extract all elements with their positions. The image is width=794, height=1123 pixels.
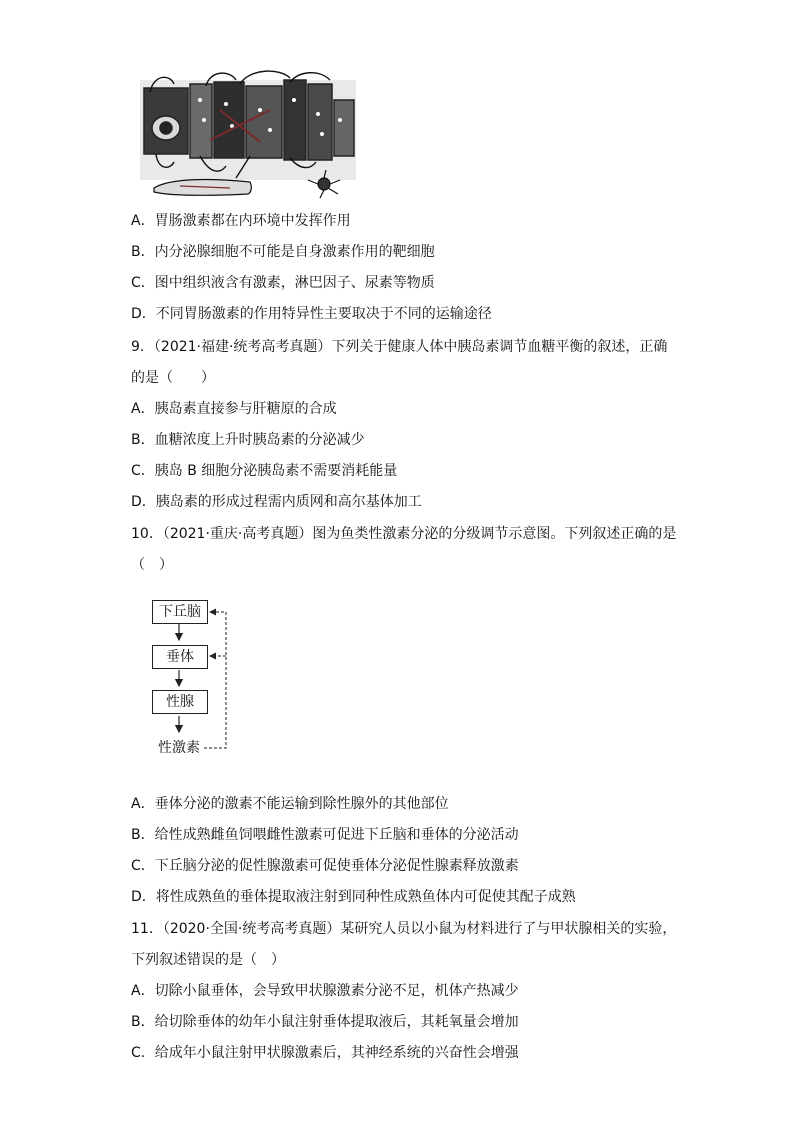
- feedback-to-hypothalamus: [204, 612, 226, 748]
- q11-option-a: A．切除小鼠垂体，会导致甲状腺激素分泌不足，机体产热减少: [131, 983, 519, 999]
- hormone-regulation-diagram: [140, 592, 250, 762]
- pituitary-box: 垂体: [152, 645, 208, 669]
- q9-stem-line2: 的是（ ）: [131, 370, 215, 386]
- q10-option-c: C．下丘脑分泌的促性腺激素可促使垂体分泌促性腺素释放激素: [131, 858, 519, 874]
- q10-option-d: D．将性成熟鱼的垂体提取液注射到同种性成熟鱼体内可促使其配子成熟: [131, 889, 576, 905]
- q8-option-c: C．图中组织液含有激素，淋巴因子、尿素等物质: [131, 275, 435, 291]
- q9-stem-line1: 9．（2021·福建·统考高考真题）下列关于健康人体中胰岛素调节血糖平衡的叙述，正确: [131, 339, 668, 355]
- gonad-box: 性腺: [152, 690, 208, 714]
- q11-stem-line1: 11．（2020·全国·统考高考真题）某研究人员以小鼠为材料进行了与甲状腺相关的实验，: [131, 921, 677, 937]
- q10-option-a: A．垂体分泌的激素不能运输到除性腺外的其他部位: [131, 796, 449, 812]
- sex-hormone-label: 性激素: [158, 740, 200, 756]
- q9-option-c: C．胰岛 B 细胞分泌胰岛素不需要消耗能量: [131, 463, 398, 479]
- q10-stem-line2: （ ）: [131, 557, 173, 573]
- q11-option-b: B．给切除垂体的幼年小鼠注射垂体提取液后，其耗氧量会增加: [131, 1014, 519, 1030]
- q10-stem-line1: 10．（2021·重庆·高考真题）图为鱼类性激素分泌的分级调节示意图。下列叙述正确的是: [131, 526, 677, 542]
- q8-option-d: D．不同胃肠激素的作用特异性主要取决于不同的运输途径: [131, 306, 492, 322]
- q11-option-c: C．给成年小鼠注射甲状腺激素后，其神经系统的兴奋性会增强: [131, 1045, 519, 1061]
- intestinal-cells-figure: [140, 70, 356, 202]
- q10-option-b: B．给性成熟雌鱼饲喂雌性激素可促进下丘脑和垂体的分泌活动: [131, 827, 519, 843]
- q8-option-a: A．胃肠激素都在内环境中发挥作用: [131, 213, 351, 229]
- q9-option-d: D．胰岛素的形成过程需内质网和高尔基体加工: [131, 494, 422, 510]
- hypothalamus-box: 下丘脑: [152, 600, 208, 624]
- q11-stem-line2: 下列叙述错误的是（ ）: [131, 952, 285, 968]
- q9-option-b: B．血糖浓度上升时胰岛素的分泌减少: [131, 432, 365, 448]
- q9-option-a: A．胰岛素直接参与肝糖原的合成: [131, 401, 337, 417]
- q8-option-b: B．内分泌腺细胞不可能是自身激素作用的靶细胞: [131, 244, 435, 260]
